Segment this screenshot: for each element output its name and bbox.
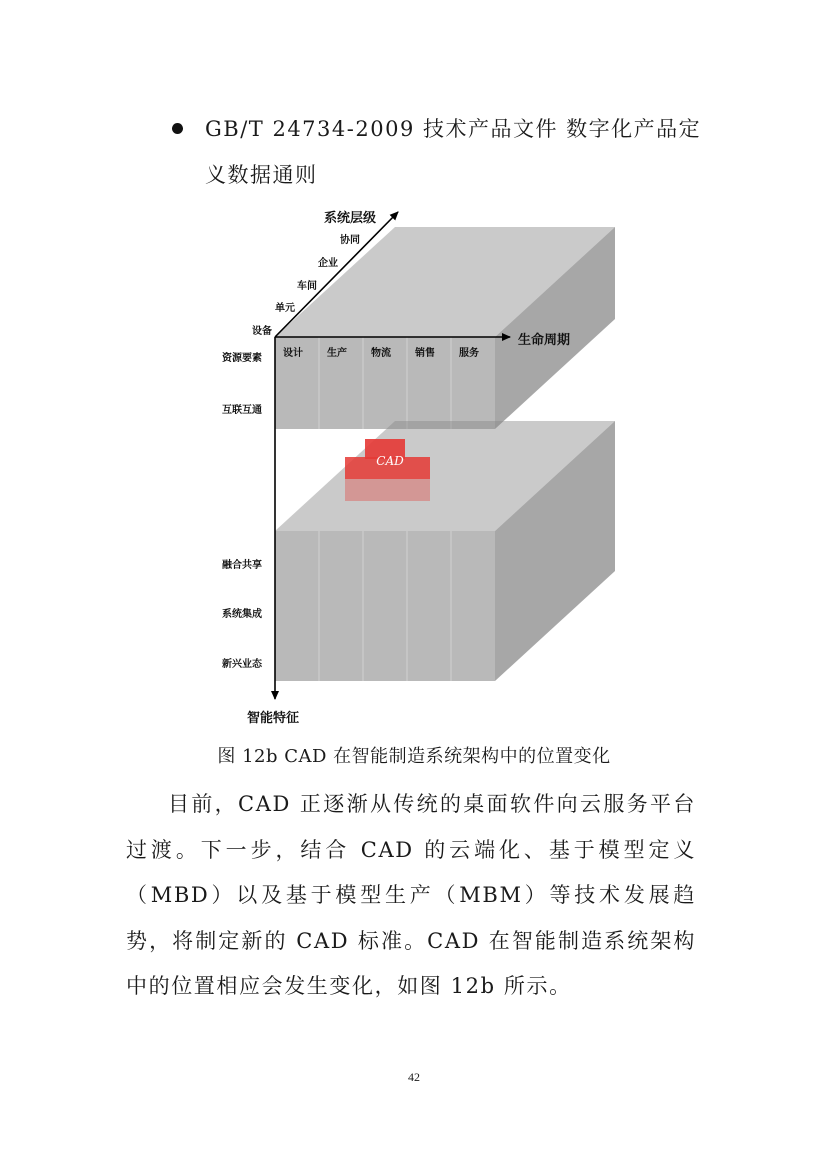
axis-label-system-level: 系统层级	[324, 211, 377, 226]
system-level-label: 企业	[318, 258, 338, 269]
cube-diagram	[200, 195, 620, 735]
lifecycle-label: 设计	[283, 348, 303, 359]
cube-blocks	[275, 227, 615, 681]
lifecycle-label: 销售	[415, 348, 435, 359]
smart-feature-label: 新兴业态	[222, 659, 262, 670]
system-level-label: 单元	[275, 303, 295, 314]
system-level-label: 设备	[252, 326, 272, 337]
standard-title: GB/T 24734-2009 技术产品文件 数字化产品定义数据通则	[205, 117, 702, 187]
axis-label-lifecycle: 生命周期	[518, 333, 571, 348]
page-number: 42	[408, 1070, 420, 1084]
lower-cube-slab	[275, 421, 615, 681]
lifecycle-label: 服务	[459, 348, 479, 359]
bullet-dot-icon	[172, 123, 183, 134]
system-level-label: 车间	[297, 281, 317, 292]
architecture-figure	[200, 195, 620, 735]
smart-feature-label: 互联互通	[222, 405, 262, 416]
cad-highlight-label: CAD	[376, 454, 404, 468]
body-paragraph: 目前，CAD 正逐渐从传统的桌面软件向云服务平台过渡。下一步，结合 CAD 的云端化、基于模型定义（MBD）以及基于模型生产（MBM）等技术发展趋势，将制定新的 CAD 标准。CAD 在智能制造系统架构中的位置相应会发生变化，如图 12b 所示。	[126, 792, 696, 998]
figure-caption: 图 12b CAD 在智能制造系统架构中的位置变化	[217, 746, 611, 767]
smart-feature-label: 融合共享	[222, 560, 262, 571]
smart-feature-label: 系统集成	[222, 609, 262, 620]
axis-label-smart-feature: 智能特征	[247, 711, 300, 726]
lifecycle-label: 生产	[327, 348, 347, 359]
system-level-label: 协同	[340, 235, 360, 246]
lifecycle-label: 物流	[371, 348, 391, 359]
smart-feature-label: 资源要素	[222, 353, 262, 364]
